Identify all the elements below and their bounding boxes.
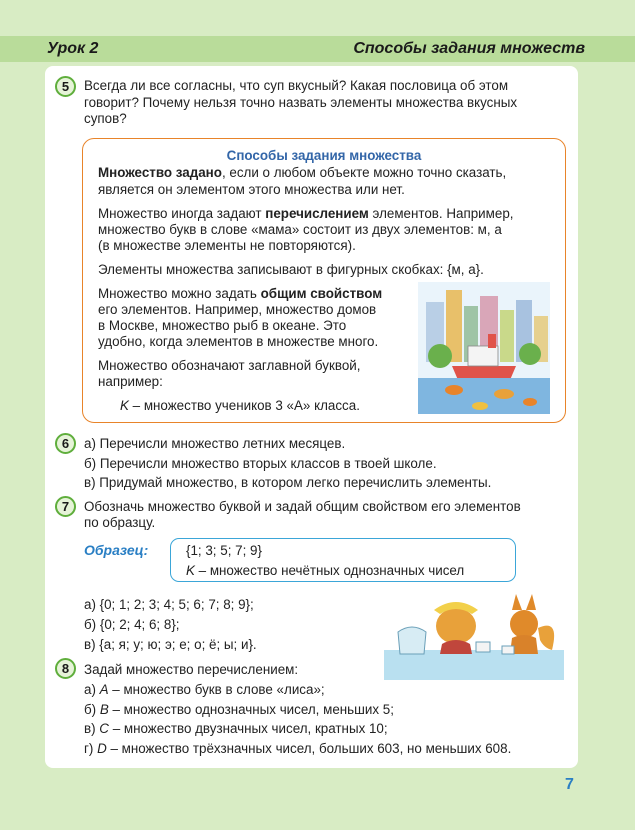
theory-p4-line-4: удобно, когда элементов в множестве много. xyxy=(98,334,379,349)
theory-p1-line-1 xyxy=(98,165,506,181)
theory-p2-line-2: множество букв в слове «мама» состоит из двух элементов: м, а xyxy=(98,222,502,237)
theory-p3: Элементы множества записывают в фигурных скобках: {м, а}. xyxy=(98,262,484,277)
task-7-item-a: а) {0; 1; 2; 3; 4; 5; 6; 7; 8; 9}; xyxy=(84,597,254,612)
theory-p4-pre: Множество можно задать xyxy=(98,286,261,301)
theory-title: Способы задания множества xyxy=(226,148,422,163)
task-6-number: 6 xyxy=(55,433,76,454)
squirrel-head xyxy=(510,610,538,638)
task-7-number: 7 xyxy=(55,496,76,517)
task-8-item-b: б) B – множество однозначных чисел, меньших 5; xyxy=(84,702,394,717)
theory-p1-rest: , если о любом объекте можно точно сказать, xyxy=(221,165,507,180)
theory-p2-line-1 xyxy=(98,206,513,222)
task-6-item-c: в) Придумай множество, в котором легко перечислить элементы. xyxy=(84,475,492,490)
theory-p2-pre: Множество иногда задают xyxy=(98,206,266,221)
tea-party-illustration xyxy=(384,588,564,680)
fish xyxy=(494,389,514,399)
sample-description xyxy=(186,563,464,579)
task-8-intro: Задай множество перечислением: xyxy=(84,662,299,677)
task-7-line-1: Обозначь множество буквой и задай общим свойством его элементов xyxy=(84,499,521,514)
task-7-item-c: в) {а; я; у; ю; э; е; о; ё; ы; и}. xyxy=(84,637,257,652)
task-5-line-2: говорит? Почему нельзя точно назвать элементы множества вкусных xyxy=(84,95,518,110)
sample-label: Образец: xyxy=(84,542,149,558)
building xyxy=(500,310,514,362)
theory-p5-line-2: например: xyxy=(98,374,163,389)
lesson-number: Урок 2 xyxy=(47,40,99,57)
task-6-item-a: а) Перечисли множество летних месяцев. xyxy=(84,436,346,451)
theory-example-rest: – множество учеников 3 «А» класса. xyxy=(128,398,360,413)
teapot xyxy=(398,627,426,654)
theory-p4-bold: общим свойством xyxy=(260,286,383,301)
theory-p4-line-3: в Москве, множество рыб в океане. Это xyxy=(98,318,347,333)
theory-p5-line-1: Множество обозначают заглавной буквой, xyxy=(98,358,361,373)
tree xyxy=(428,344,452,368)
lesson-header xyxy=(0,36,635,62)
sample-var: K xyxy=(186,563,195,578)
theory-p4-line-1 xyxy=(98,286,382,302)
task-5-line-1: Всегда ли все согласны, что суп вкусный? Какая пословица об этом xyxy=(84,78,509,93)
task-5-line-3: супов? xyxy=(84,111,127,126)
fish xyxy=(445,385,463,395)
fish xyxy=(523,398,537,406)
ship-hull xyxy=(452,366,516,380)
page-number: 7 xyxy=(565,776,574,793)
theory-p1-bold: Множество задано xyxy=(98,165,222,180)
task-7-item-b: б) {0; 2; 4; 6; 8}; xyxy=(84,617,180,632)
sample-set: {1; 3; 5; 7; 9} xyxy=(186,543,262,558)
task-8-item-a: а) A – множество букв в слове «лиса»; xyxy=(84,682,325,697)
fish xyxy=(472,402,488,410)
task-6-item-b: б) Перечисли множество вторых классов в твоей школе. xyxy=(84,456,437,471)
theory-example xyxy=(120,398,360,414)
fox-head xyxy=(436,608,476,644)
theory-p2-line-3: (в множестве элементы не повторяются). xyxy=(98,238,356,253)
task-5-number: 5 xyxy=(55,76,76,97)
tree xyxy=(519,343,541,365)
sample-rest: – множество нечётных однозначных чисел xyxy=(194,563,465,578)
task-8-item-d: г) D – множество трёхзначных чисел, больших 603, но меньших 608. xyxy=(84,741,512,756)
theory-p2-post: элементов. Например, xyxy=(368,206,514,221)
theory-p4-line-2: его элементов. Например, множество домов xyxy=(98,302,377,317)
ship-cabin xyxy=(468,346,498,366)
cup xyxy=(502,646,514,654)
theory-p2-bold: перечислением xyxy=(265,206,369,221)
ship-funnel xyxy=(488,334,496,348)
task-7-line-2: по образцу. xyxy=(84,515,156,530)
theory-example-var: K xyxy=(120,398,129,413)
task-8-number: 8 xyxy=(55,658,76,679)
lesson-topic: Способы задания множеств xyxy=(353,40,585,57)
city-ship-illustration xyxy=(418,282,550,414)
task-8-item-c: в) C – множество двузначных чисел, кратных 10; xyxy=(84,721,388,736)
cup xyxy=(476,642,490,652)
theory-p1-line-2: является он элементом этого множества или нет. xyxy=(98,182,405,197)
